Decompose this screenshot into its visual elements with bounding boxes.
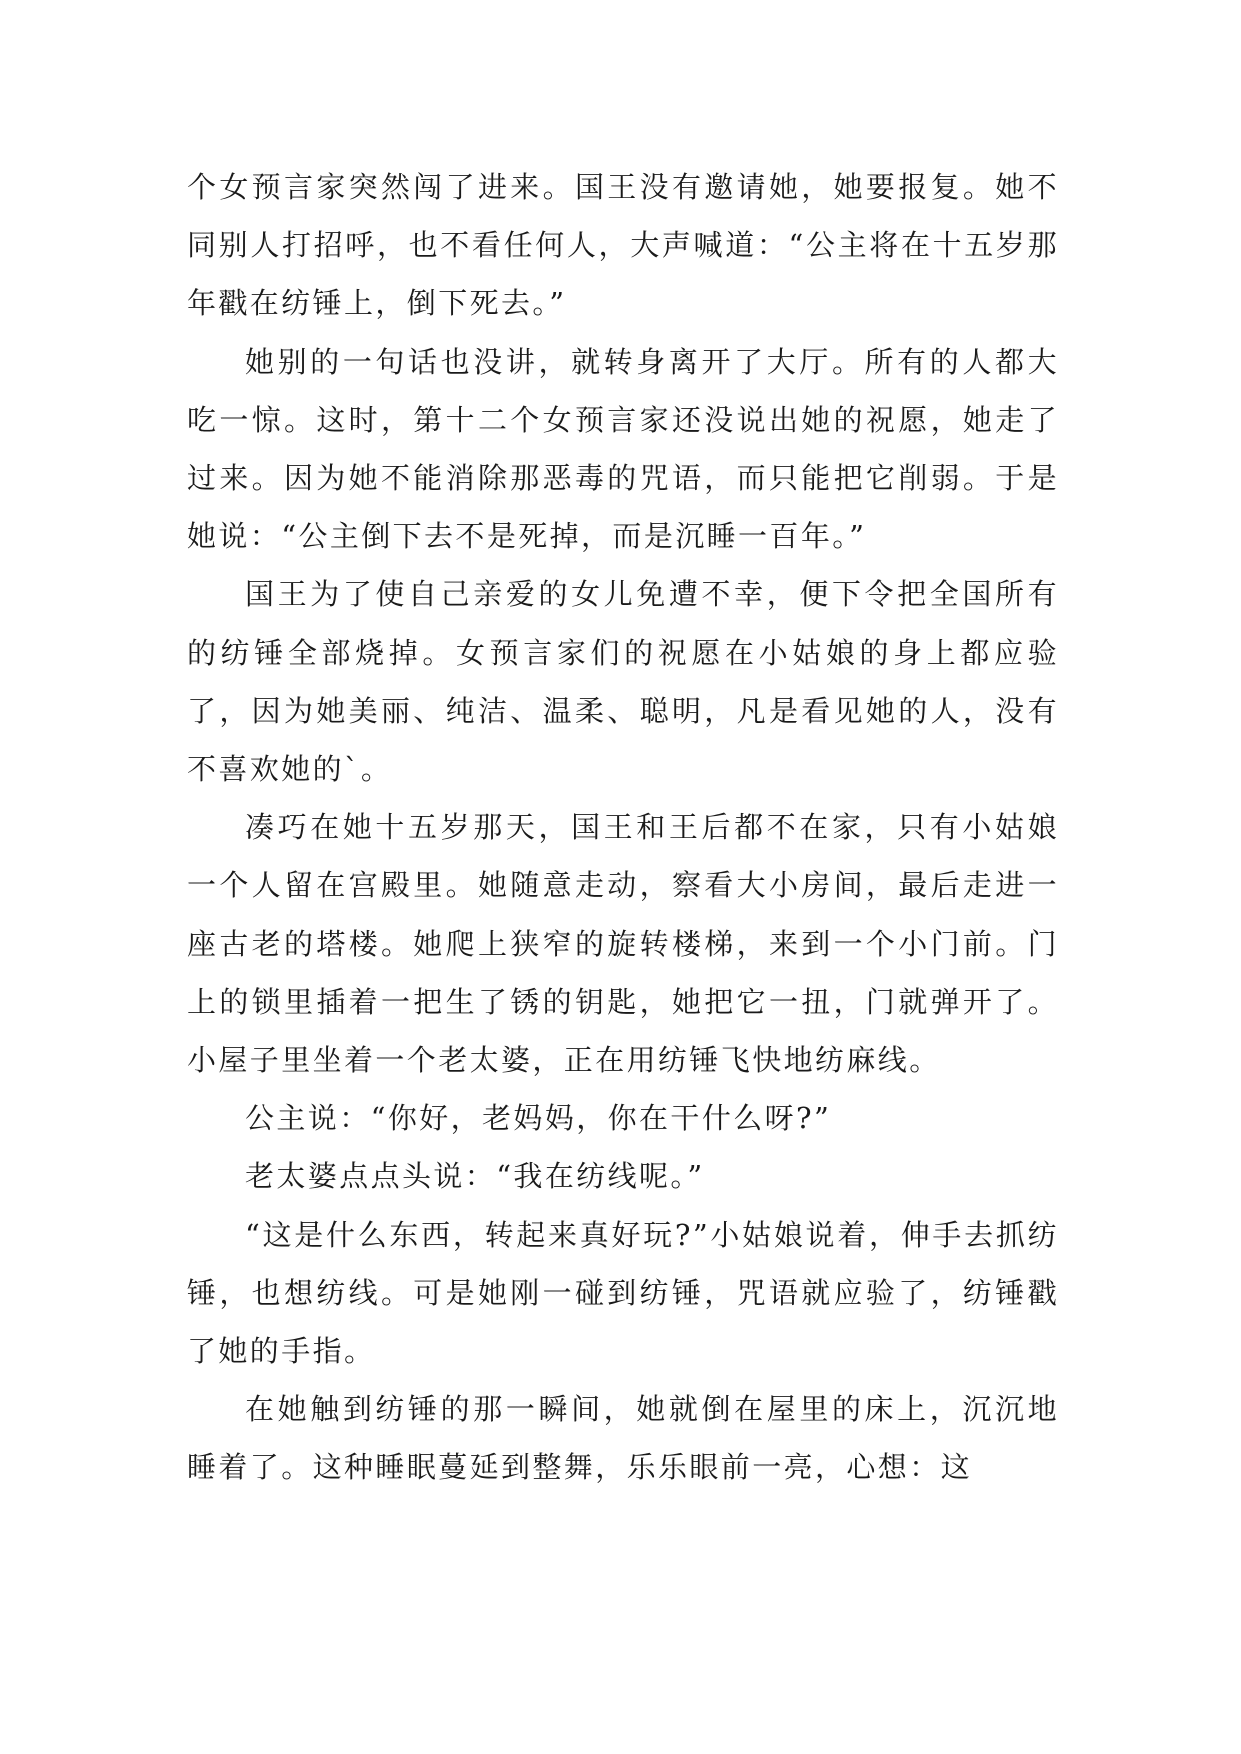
paragraph: 凑巧在她十五岁那天，国王和王后都不在家，只有小姑娘一个人留在宫殿里。她随意走动，察看大小房间，最后走进一座古老的塔楼。她爬上狭窄的旋转楼梯，来到一个小门前。门上的锁里插着一把生了锈的钥匙，她把它一扭，门就弹开了。小屋子里坐着一个老太婆，正在用纺锤飞快地纺麻线。 — [187, 810, 1059, 1078]
paragraph: 国王为了使自己亲爱的女儿免遭不幸，便下令把全国所有的纺锤全部烧掉。女预言家们的祝愿在小姑娘的身上都应验了，因为她美丽、纯洁、温柔、聪明，凡是看见她的人，没有不喜欢她的`。 — [187, 577, 1059, 787]
paragraph: 她别的一句话也没讲，就转身离开了大厅。所有的人都大吃一惊。这时，第十二个女预言家还没说出她的祝愿，她走了过来。因为她不能消除那恶毒的咒语，而只能把它削弱。于是她说：“公主倒下去不是死掉，而是沉睡一百年。” — [187, 344, 1059, 554]
body-text — [187, 158, 1059, 1497]
paragraph: 公主说：“你好，老妈妈，你在干什么呀?” — [245, 1101, 832, 1136]
paragraph: 个女预言家突然闯了进来。国王没有邀请她，她要报复。她不同别人打招呼，也不看任何人，大声喊道：“公主将在十五岁那年戳在纺锤上，倒下死去。” — [187, 170, 1059, 321]
paragraph: 在她触到纺锤的那一瞬间，她就倒在屋里的床上，沉沉地睡着了。这种睡眠蔓延到整舞，乐乐眼前一亮，心想：这 — [187, 1392, 1059, 1485]
paragraph: “这是什么东西，转起来真好玩?”小姑娘说着，伸手去抓纺锤，也想纺线。可是她刚一碰到纺锤，咒语就应验了，纺锤戳了她的手指。 — [187, 1217, 1059, 1369]
paragraph: 老太婆点点头说：“我在纺线呢。” — [245, 1159, 705, 1194]
